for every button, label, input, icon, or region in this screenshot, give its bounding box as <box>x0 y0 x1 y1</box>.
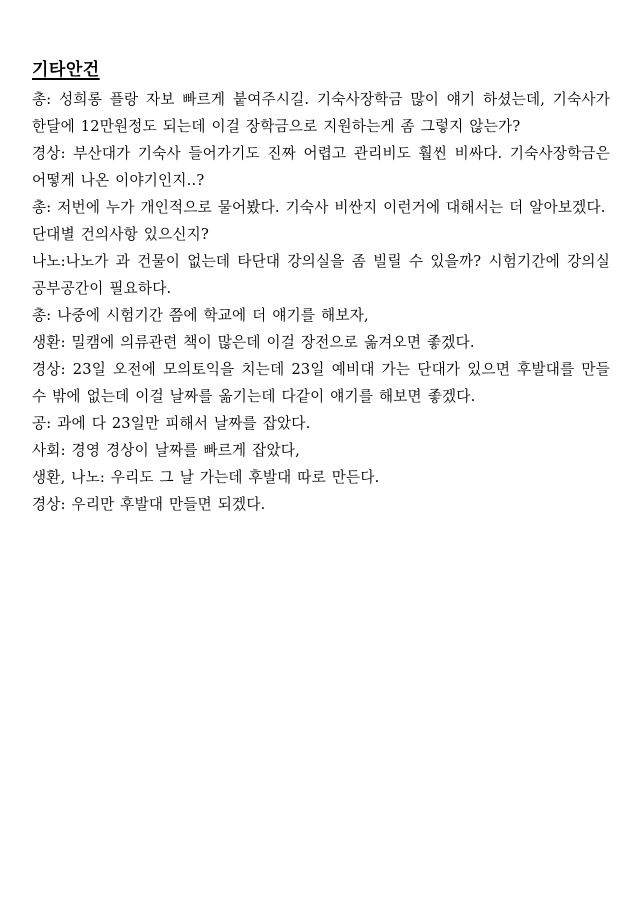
paragraph-economics-toeic: 경상: 23일 오전에 모의토익을 치는데 23일 예비대 가는 단대가 있으면 후발대를 만들 수 밖에 없는데 이걸 날짜를 옮기는데 다같이 얘기를 해보면 좋겠다. <box>32 361 610 405</box>
paragraph-college-suggestions: 단대별 건의사항 있으신지? <box>32 226 209 243</box>
paragraph-engineering-dates: 공: 과에 다 23일만 피해서 날짜를 잡았다. <box>32 415 311 432</box>
paragraph-economics-conclusion: 경상: 우리만 후발대 만들면 되겠다. <box>32 496 266 513</box>
minutes-body <box>32 86 610 518</box>
paragraph-human-ecology-books: 생환: 밀캠에 의류관련 책이 많은데 이걸 장전으로 옮겨오면 좋겠다. <box>32 334 475 351</box>
paragraph-nano-classroom: 나노:나노가 과 건물이 없는데 타단대 강의실을 좀 빌릴 수 있을까? 시험기간에 강의실 공부공간이 필요하다. <box>32 253 610 297</box>
paragraph-chairman-exam-period: 총: 나중에 시험기간 쯤에 학교에 더 얘기를 해보자, <box>32 307 369 324</box>
paragraph-human-ecology-nano: 생환, 나노: 우리도 그 날 가는데 후발대 따로 만든다. <box>32 469 380 486</box>
paragraph-social-dates: 사회: 경영 경상이 날짜를 빠르게 잡았다, <box>32 442 300 459</box>
paragraph-chairman-followup: 총: 저번에 누가 개인적으로 물어봤다. 기숙사 비싼지 이런거에 대해서는 더 알아보겠다. <box>32 199 606 216</box>
paragraph-economics-dorm-cost: 경상: 부산대가 기숙사 들어가기도 진짜 어렵고 관리비도 훨씬 비싸다. 기숙사장학금은 어떻게 나온 이야기인지..? <box>32 145 610 189</box>
section-heading: 기타안건 <box>32 60 100 80</box>
paragraph-chairman-dorm-scholarship: 총: 성희롱 플랑 자보 빠르게 붙여주시길. 기숙사장학금 많이 얘기 하셨는데, 기숙사가 한달에 12만원정도 되는데 이걸 장학금으로 지원하는게 좀 그렇지 않는가? <box>32 91 610 135</box>
